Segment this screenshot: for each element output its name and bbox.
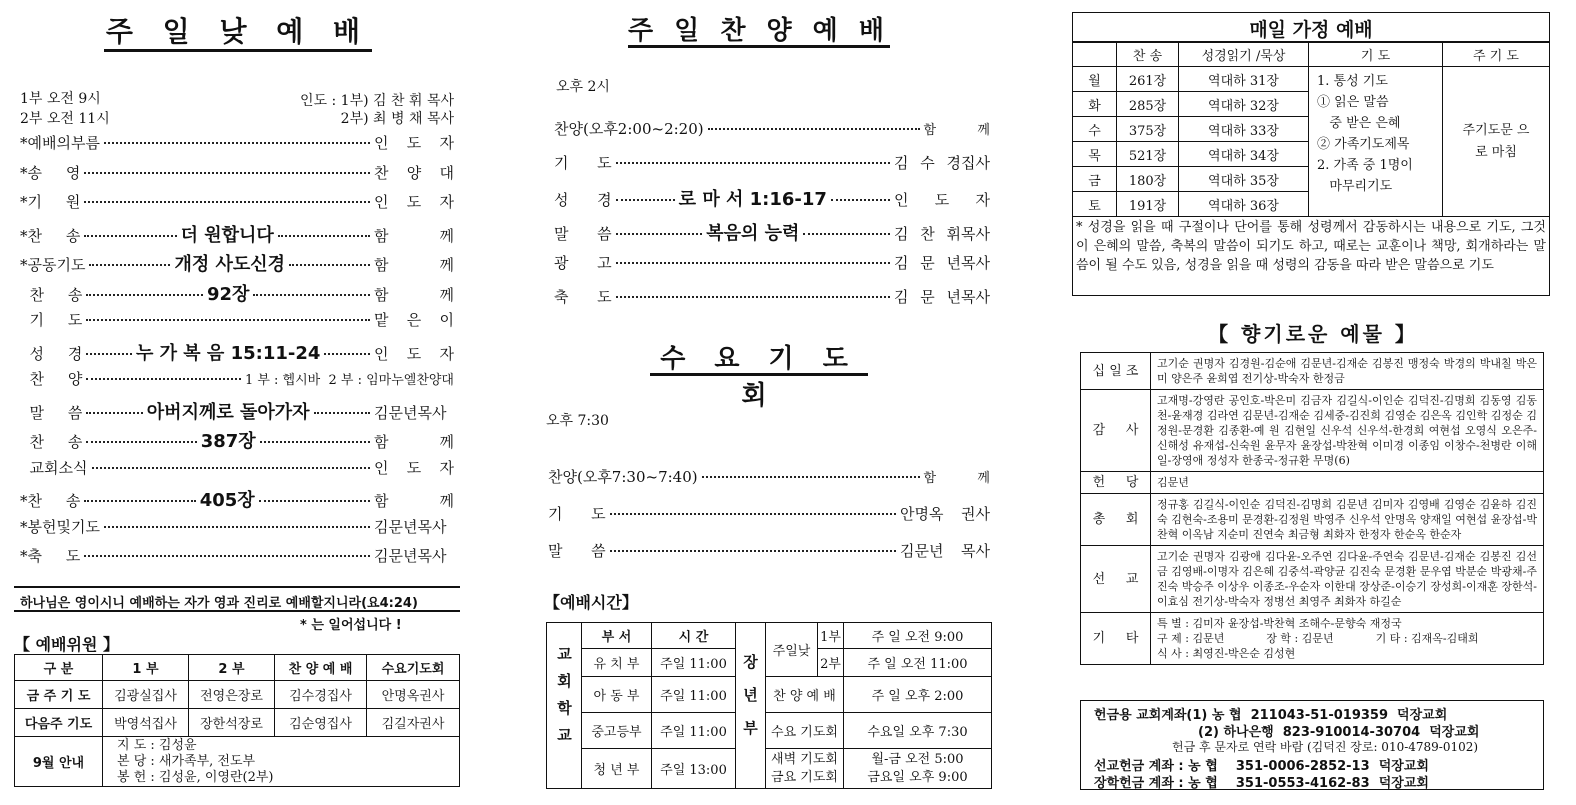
family-cell: 261장: [1117, 67, 1179, 92]
order-row: [20, 132, 454, 153]
offering-row: [1081, 353, 1544, 390]
dot-leader: [84, 235, 176, 237]
family-cell: 토: [1073, 192, 1117, 217]
committee-cell: 김광실집사: [103, 681, 189, 709]
offering-row: [1081, 613, 1544, 665]
praise-service-title: 주 일 찬 양 예 배: [628, 10, 890, 48]
dot-leader: [289, 264, 370, 266]
dot-leader: [616, 233, 703, 235]
leader1: 인도 : 1부) 김 찬 휘 목사: [300, 93, 454, 109]
wednesday-title: 수 요 기 도 회: [650, 338, 868, 376]
dot-leader: [86, 294, 203, 296]
order-row: [20, 545, 454, 566]
adult-cell-line: 금요 기도회: [771, 769, 838, 785]
family-cell: 역대하 35장: [1179, 167, 1309, 192]
committee-cell: 장한석장로: [189, 709, 275, 737]
family-cell: 목: [1073, 142, 1117, 167]
committee-title: 【 예배위원 】: [14, 635, 119, 654]
dot-leader: [803, 233, 890, 235]
order-row: [20, 516, 454, 537]
order-row: [554, 152, 990, 173]
dot-leader: [86, 441, 196, 443]
order-row: [20, 280, 454, 306]
prayer-line: 2. 가족 중 1명이: [1317, 158, 1413, 173]
order-person: 김문년목사: [374, 403, 447, 422]
order-row: [20, 486, 454, 512]
order-label: 성 경: [20, 344, 83, 363]
order-label: 찬 송: [20, 285, 83, 304]
offering-table: [1080, 352, 1544, 665]
order-person: 함 께: [374, 285, 455, 304]
family-cell: 191장: [1117, 192, 1179, 217]
order-person: 인 도 자: [374, 344, 455, 363]
committee-cell: 전영은장로: [189, 681, 275, 709]
order-row: [554, 252, 990, 273]
committee-row-label: 다음주 기도: [15, 709, 103, 737]
order-label: *찬 송: [20, 226, 81, 245]
schedule-table: [546, 622, 992, 789]
order-label: 기 도: [548, 505, 606, 523]
dot-leader: [86, 319, 370, 321]
order-person: 김문년목사: [374, 517, 447, 536]
order-row: [20, 162, 454, 183]
adult-cell-line: 금요일 오후 9:00: [867, 769, 968, 785]
family-cell: 180장: [1117, 167, 1179, 192]
family-header: 성경읽기 /묵상: [1179, 43, 1309, 67]
prayer-line: 1. 통성 기도: [1317, 74, 1388, 89]
adult-cell: 수요일 오후 7:30: [844, 713, 992, 749]
order-person: 인 도 자: [374, 134, 454, 152]
family-header: 기 도: [1309, 43, 1443, 67]
offering-names: 김문년: [1151, 472, 1544, 494]
account-line: 헌금용 교회계좌(1) 농 협 211043-51-019359 덕장교회: [1094, 708, 1448, 723]
family-header: 찬 송: [1117, 43, 1179, 67]
prayer-line: 마무리기도: [1317, 179, 1393, 194]
school-cell: 주일 11:00: [652, 649, 736, 677]
school-cell: 주일 11:00: [652, 677, 736, 713]
order-person: 인 도 자: [374, 458, 454, 477]
order-label: *예배의부름: [20, 134, 100, 152]
order-person: 안명옥 권사: [900, 505, 990, 523]
order-content: 405장: [199, 490, 255, 511]
dot-leader: [278, 235, 370, 237]
dot-leader: [708, 128, 920, 130]
school-header: 시 간: [652, 623, 736, 649]
family-row: [1073, 67, 1550, 92]
school-cell: 중고등부: [582, 713, 652, 749]
offering-line: 식 사 : 최영진-박은순 김성현: [1157, 647, 1296, 660]
order-row: [20, 427, 454, 453]
order-person: 함 께: [374, 433, 455, 451]
dot-leader: [610, 513, 896, 515]
committee-header: 수요기도회: [367, 655, 460, 681]
account-line: 선교헌금 계좌 : 농 협 351-0006-2852-13 덕장교회: [1094, 759, 1429, 774]
offering-label: 헌 당: [1081, 472, 1151, 494]
adult-cell: 주 일 오후 2:00: [844, 677, 992, 713]
order-label: 말 씀: [20, 403, 83, 422]
dot-leader: [86, 378, 241, 380]
order-label: 광 고: [554, 254, 612, 272]
adult-cell-line: 새벽 기도회: [771, 751, 838, 767]
order-row: [20, 339, 454, 365]
offering-names: 고기순 권명자 김경원-김순애 김문년-김재순 김봉진 맹정숙 박경의 박내칠 박은미 양은주 윤희엽 전기상-박숙자 한정금: [1151, 353, 1544, 390]
order-row: [20, 191, 454, 212]
order-content: 복음의 능력: [706, 222, 800, 244]
leader2: 2부) 최 병 채 목사: [340, 111, 454, 127]
adult-cell: 수요 기도회: [766, 713, 844, 749]
offering-row: [1081, 546, 1544, 613]
school-cell: 주일 11:00: [652, 713, 736, 749]
sunday-service-title: 주 일 낮 예 배: [104, 10, 372, 52]
order-person: 함 께: [374, 492, 455, 510]
order-row: [554, 219, 990, 245]
adult-cell: 찬 양 예 배: [766, 677, 844, 713]
schedule-title: 【예배시간】: [544, 593, 638, 612]
order-person: 김 찬 휘목사: [894, 224, 990, 243]
offering-names: 정규홍 김길식-이인순 김덕진-김명희 김문년 김미자 김영배 김영순 김윤하 김진숙 김현숙-조용미 문경환-김정원 박영주 신우석 안명옥 양재일 여현섭 윤장섭-박찬혁 이옥남 지순미 진연숙 최금형 최화자 한정자 한순옥 한순자: [1151, 494, 1544, 546]
order-content: 아버지께로 돌아가자: [146, 401, 310, 423]
school-cell: 주일 13:00: [652, 749, 736, 789]
order-content: 개정 사도신경: [174, 254, 286, 275]
family-cell: 금: [1073, 167, 1117, 192]
family-cell: 375장: [1117, 117, 1179, 142]
order-row: [554, 118, 990, 139]
order-row: [20, 368, 454, 389]
order-label: 성 경: [554, 191, 612, 209]
september-info: [103, 737, 460, 787]
account-line: 장학헌금 계좌 : 농 협 351-0553-4162-83 덕장교회: [1094, 776, 1429, 791]
praise-service-time: 오후 2시: [556, 79, 610, 95]
lords-prayer: 주기도문 으로 마침: [1443, 67, 1550, 217]
account-line: 헌금 후 문자로 연락 바람 (김덕진 장로: 010-4789-0102): [1172, 740, 1479, 754]
order-person: 찬 양 대: [374, 163, 454, 182]
school-label: 교회학교: [547, 623, 582, 789]
order-label: *기 원: [20, 193, 81, 211]
order-label: 기 도: [20, 311, 83, 329]
order-person: 함 께: [923, 123, 990, 138]
order-label: 찬 송: [20, 433, 83, 451]
committee-header: 1 부: [103, 655, 189, 681]
order-person: 인 도 자: [894, 191, 991, 209]
order-label: *공동기도: [20, 256, 86, 274]
offering-line: 구 제 : 김문년 장 학 : 김문년 기 타 : 김재옥-김태희: [1157, 632, 1479, 645]
order-person: 함 께: [923, 471, 990, 486]
prayer-line: 중 받은 은혜: [1317, 116, 1401, 131]
order-row: [20, 250, 454, 276]
order-row: [20, 221, 454, 247]
dot-leader: [610, 550, 896, 552]
offering-label: 십 일 조: [1081, 353, 1151, 390]
order-label: *송 영: [20, 163, 81, 182]
offering-label: 총 회: [1081, 494, 1151, 546]
family-cell: 역대하 33장: [1179, 117, 1309, 142]
order-row: [554, 185, 990, 211]
order-label: 기 도: [554, 153, 612, 172]
offering-title: 【 향기로운 예물 】: [1208, 322, 1418, 346]
offering-names: 고기순 권명자 김광애 김다윤-오주연 김다윤-주연숙 김문년-김재순 김봉진 김선금 김영배-이명자 김은혜 김중석-곽양균 김진숙 문경환 문우엽 박분순 박광채-주진숙 박승주 이상우 이종조-우순자 이한대 장상준-이승기 장성희-이재훈 장한석-이효심 전기상-박숙자 정병선 최영주 최화자 하길순: [1151, 546, 1544, 613]
order-person: 인 도 자: [374, 193, 454, 211]
prayer-line: ② 가족기도제목: [1317, 137, 1410, 152]
dot-leader: [253, 294, 370, 296]
adult-cell: [766, 749, 844, 789]
family-note: * 성경을 읽을 때 구절이나 단어를 통해 성령께서 감동하시는 내용으로 기도, 그것이 은혜의 말씀, 축복의 말씀이 되기도 하고, 때로는 교훈이나 책망, 회개하라는 말씀이 될 수도 있음, 성경을 읽을 때 성령의 감동을 따라 받은 말씀으로 기도: [1076, 220, 1546, 273]
order-label: *축 도: [20, 547, 81, 565]
family-cell: 역대하 32장: [1179, 92, 1309, 117]
dot-leader: [616, 162, 890, 164]
committee-table: [14, 654, 460, 787]
family-cell: 521장: [1117, 142, 1179, 167]
order-label: 교회소식: [20, 458, 88, 477]
committee-cell: 김수경집사: [275, 681, 367, 709]
dot-leader: [92, 467, 371, 469]
order-person: 김 문 년목사: [894, 287, 990, 306]
order-label: 말 씀: [554, 224, 612, 243]
order-label: 찬양(오후2:00~2:20): [554, 120, 704, 138]
order-person: 맡 은 이: [374, 311, 454, 329]
order-label: 축 도: [554, 287, 612, 306]
dot-leader: [616, 262, 890, 264]
september-label: 9월 안내: [15, 737, 103, 787]
service2-time: 2부 오전 11시: [20, 111, 110, 127]
order-label: 찬양(오후7:30~7:40): [548, 468, 698, 486]
adult-cell: 주 일 오전 9:00: [844, 623, 992, 649]
order-person: 김문년목사: [374, 547, 447, 565]
order-label: *봉헌및기도: [20, 517, 100, 536]
adult-label: 장년부: [736, 623, 766, 789]
offering-label: 선 교: [1081, 546, 1151, 613]
committee-cell: 안명옥권사: [367, 681, 460, 709]
dot-leader: [104, 142, 370, 144]
committee-cell: 박영석집사: [103, 709, 189, 737]
september-line: 본 당 : 새가족부, 전도부: [117, 753, 256, 769]
offering-names: 고재명-강영란 공인호-박은미 김금자 김길식-이인순 김덕진-김명희 김동영 김동천-윤재경 김라연 김문년-김재순 김세중-김진희 김영순 김은옥 김인학 김정순 김정원-문경환 김종환-예 원 김현일 신우석 신우석-한경희 여현섭 오영식 오은주-신해성 유재섭-신숙원 윤무자 윤장섭-박찬혁 이미경 이종임 이창수-천병란 이해일-장영애 정성자 한종국-정규환 무명(6): [1151, 390, 1544, 472]
order-row: [548, 503, 990, 524]
dot-leader: [84, 555, 370, 557]
family-cell: 역대하 31장: [1179, 67, 1309, 92]
family-cell: 역대하 36장: [1179, 192, 1309, 217]
verse-line: 하나님은 영이시니 예배하는 자가 영과 진리로 예배할지니라(요4:24): [14, 586, 460, 612]
school-cell: 유 치 부: [582, 649, 652, 677]
committee-header: 2 부: [189, 655, 275, 681]
family-header: 주 기 도: [1443, 43, 1550, 67]
order-label: 찬 양: [20, 370, 83, 388]
offering-label: 감 사: [1081, 390, 1151, 472]
offering-line: 특 별 : 김미자 윤장섭-박찬혁 조해수-문향숙 재정국: [1157, 617, 1402, 630]
school-header: 부 서: [582, 623, 652, 649]
account-line: (2) 하나은행 823-910014-30704 덕장교회: [1198, 725, 1480, 740]
offering-label: 기 타: [1081, 613, 1151, 665]
adult-cell: [844, 749, 992, 789]
adult-cell-line: 월-금 오전 5:00: [871, 751, 964, 767]
family-cell: 수: [1073, 117, 1117, 142]
order-person: 1 부 : 헵시바 2 부 : 임마누엘찬양대: [244, 373, 454, 388]
dot-leader: [84, 500, 195, 502]
adult-cell: 주일낮: [766, 623, 818, 677]
school-cell: 아 동 부: [582, 677, 652, 713]
order-person: 김 수 경집사: [894, 153, 990, 172]
order-row: [20, 309, 454, 330]
offering-names: [1151, 613, 1544, 665]
family-header: [1073, 43, 1117, 67]
committee-cell: 김길자권사: [367, 709, 460, 737]
order-content: 92장: [206, 283, 250, 305]
order-row: [554, 286, 990, 307]
family-worship-title: 매일 가정 예배: [1072, 12, 1550, 42]
adult-cell: 1부: [818, 623, 844, 649]
order-person: 김문년 목사: [900, 542, 990, 560]
adult-cell: 2부: [818, 649, 844, 677]
offering-row: [1081, 472, 1544, 494]
september-line: 지 도 : 김성윤: [117, 737, 197, 753]
family-cell: 역대하 34장: [1179, 142, 1309, 167]
order-row: [548, 466, 990, 487]
order-content: 387장: [200, 431, 256, 452]
order-person: 함 께: [374, 256, 455, 274]
committee-header: 찬 양 예 배: [275, 655, 367, 681]
family-cell: 월: [1073, 67, 1117, 92]
dot-leader: [831, 199, 890, 201]
order-row: [20, 457, 454, 478]
dot-leader: [86, 412, 142, 414]
dot-leader: [84, 172, 370, 174]
order-content: 누 가 복 음 15:11-24: [135, 342, 321, 364]
order-label: 말 씀: [548, 542, 606, 560]
dot-leader: [616, 199, 675, 201]
service1-time: 1부 오전 9시: [20, 91, 101, 107]
dot-leader: [324, 353, 370, 355]
dot-leader: [260, 441, 370, 443]
school-cell: 청 년 부: [582, 749, 652, 789]
wednesday-time: 오후 7:30: [546, 413, 609, 429]
order-label: *찬 송: [20, 492, 81, 510]
offering-row: [1081, 390, 1544, 472]
order-row: [20, 398, 454, 424]
stand-note: * 는 일어섭니다 !: [300, 618, 402, 633]
order-content: 로 마 서 1:16-17: [678, 189, 827, 210]
dot-leader: [259, 500, 370, 502]
dot-leader: [89, 264, 170, 266]
dot-leader: [616, 296, 890, 298]
prayer-line: ① 읽은 말씀: [1317, 95, 1389, 110]
dot-leader: [86, 353, 132, 355]
september-line: 봉 헌 : 김성윤, 이영란(2부): [117, 769, 274, 785]
dot-leader: [314, 412, 370, 414]
family-prayer: [1309, 67, 1443, 217]
order-person: 김 문 년목사: [894, 254, 990, 272]
family-cell: 화: [1073, 92, 1117, 117]
dot-leader: [702, 476, 920, 478]
adult-cell: 주 일 오전 11:00: [844, 649, 992, 677]
order-content: 더 원합니다: [180, 224, 274, 246]
committee-row-label: 금 주 기 도: [15, 681, 103, 709]
family-worship-table: [1072, 42, 1550, 217]
dot-leader: [84, 201, 370, 203]
offering-row: [1081, 494, 1544, 546]
family-cell: 285장: [1117, 92, 1179, 117]
dot-leader: [104, 526, 370, 528]
committee-cell: 김순영집사: [275, 709, 367, 737]
order-person: 함 께: [374, 226, 455, 245]
committee-header: 구 분: [15, 655, 103, 681]
order-row: [548, 540, 990, 561]
